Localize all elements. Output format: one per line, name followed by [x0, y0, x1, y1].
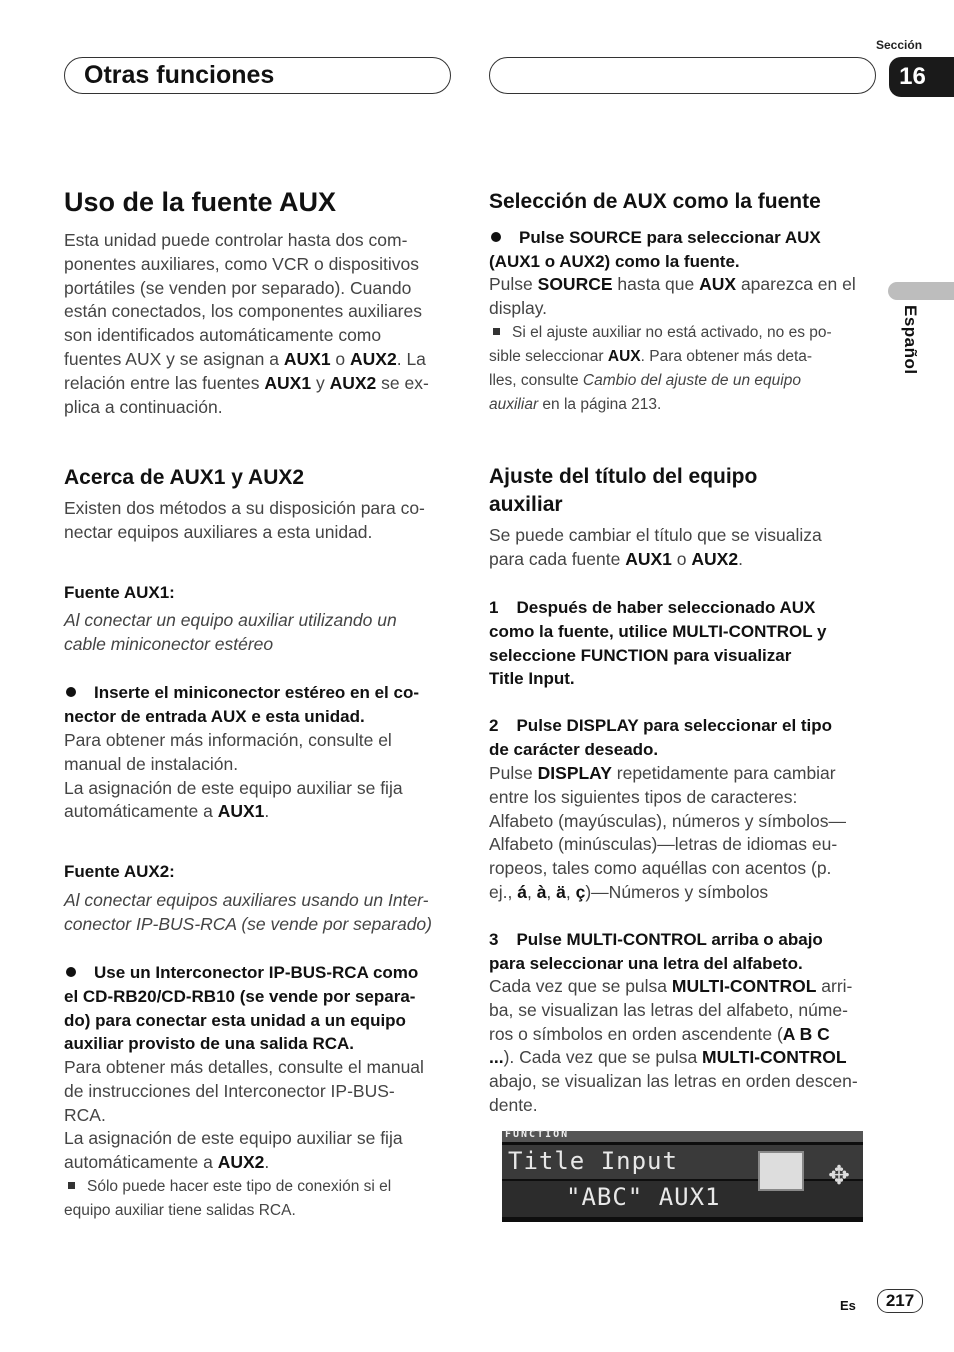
section-badge: 16: [889, 57, 954, 97]
title-paragraph: Se puede cambiar el título que se visualiza para cada fuente AUX1 o AUX2.: [489, 525, 822, 569]
step-2: 2 Pulse DISPLAY para seleccionar el tipo de carácter deseado.: [489, 716, 833, 759]
aux1-italic: Al conectar un equipo auxiliar utilizando un cable miniconector estéreo: [64, 610, 397, 654]
sel-note: Si el ajuste auxiliar no está activado, no es po- sible seleccionar AUX. Para obtener más deta- lles, consulte Cambio del ajuste de un equipo auxiliar en la página 213.: [489, 324, 832, 413]
heading-seleccion: Selección de AUX como la fuente: [489, 190, 821, 213]
header-pill-right: [489, 57, 876, 94]
note-square-icon: [68, 1182, 75, 1189]
bullet-icon: [491, 232, 501, 242]
aux1-bullet: Inserte el miniconector estéreo en el co- nector de entrada AUX e esta unidad.: [64, 683, 420, 726]
heading-fuente-aux1: Fuente AUX1:: [64, 583, 175, 602]
bullet-icon: [66, 687, 76, 697]
heading-fuente-aux2: Fuente AUX2:: [64, 862, 175, 881]
step-2-paragraph: Pulse DISPLAY repetidamente para cambiar entre los siguientes tipos de caracteres: Alfabeto (mayúsculas), números y símbolos— Alfabeto (minúsculas)—letras de idiomas eu- ropeos, tales como aquéllas con acentos (p. ej., á, à, ä, ç)—Números y símbolos: [489, 763, 846, 902]
section-label: Sección: [876, 38, 923, 52]
page-number: 217: [877, 1289, 923, 1313]
lcd-function-label: FUNCTION: [505, 1129, 570, 1140]
sel-bullet: Pulse SOURCE para seleccionar AUX (AUX1 o AUX2) como la fuente.: [489, 228, 821, 271]
footer-lang-code: Es: [840, 1298, 856, 1313]
language-label: Español: [901, 305, 920, 375]
step-3: 3 Pulse MULTI-CONTROL arriba o abajo para seleccionar una letra del alfabeto.: [489, 930, 823, 973]
aux2-italic: Al conectar equipos auxiliares usando un Inter- conector IP-BUS-RCA (se vende por separado): [64, 890, 432, 934]
language-tab: [888, 282, 954, 300]
heading-ajuste-titulo: Ajuste del título del equipo auxiliar: [489, 465, 758, 516]
aux1-paragraph: Para obtener más información, consulte el manual de instalación. La asignación de este equipo auxiliar se fija automáticamente a AUX1.: [64, 730, 403, 822]
header-title: Otras funciones: [84, 61, 275, 89]
heading-acerca: Acerca de AUX1 y AUX2: [64, 466, 305, 489]
step-3-paragraph: Cada vez que se pulsa MULTI-CONTROL arri- ba, se visualizan las letras del alfabeto, núme- ros o símbolos en orden ascendente (A B C ...). Cada vez que se pulsa MULTI-CONTROL abajo, se visualizan las letras en orden descen- dente.: [489, 976, 858, 1115]
multi-control-icon: ✥: [828, 1160, 850, 1190]
aux2-bullet: Use un Interconector IP-BUS-RCA como el CD-RB20/CD-RB10 (se vende por separa- do) para conectar esta unidad a un equipo auxiliar provisto de una salida RCA.: [64, 963, 419, 1054]
lcd-line-2: "ABC" AUX1: [566, 1183, 721, 1211]
aux2-note: Sólo puede hacer este tipo de conexión si el equipo auxiliar tiene salidas RCA.: [64, 1178, 392, 1219]
sel-paragraph: Pulse SOURCE hasta que AUX aparezca en el display.: [489, 274, 856, 318]
memo-icon: [758, 1151, 804, 1191]
acerca-paragraph: Existen dos métodos a su disposición para co- nectar equipos auxiliares a esta unidad.: [64, 498, 425, 542]
note-square-icon: [493, 328, 500, 335]
main-heading: Uso de la fuente AUX: [64, 187, 337, 217]
bullet-icon: [66, 967, 76, 977]
lcd-line-1: Title Input: [508, 1147, 678, 1175]
step-1: 1 Después de haber seleccionado AUX como la fuente, utilice MULTI-CONTROL y seleccione FUNCTION para visualizar Title Input.: [489, 598, 827, 689]
intro-paragraph: Esta unidad puede controlar hasta dos com- ponentes auxiliares, como VCR o dispositivos portátiles (se venden por separado). Cuando están conectados, los componentes auxiliares son identificados automáticamente como fuentes AUX y se asignan a AUX1 o AUX2. La relación entre las fuentes AUX1 y AUX2 se ex- plica a continuación.: [64, 230, 429, 417]
lcd-display-image: [502, 1131, 863, 1222]
aux2-paragraph: Para obtener más detalles, consulte el manual de instrucciones del Interconector IP-BUS- RCA. La asignación de este equipo auxiliar se fija automáticamente a AUX2.: [64, 1057, 424, 1173]
